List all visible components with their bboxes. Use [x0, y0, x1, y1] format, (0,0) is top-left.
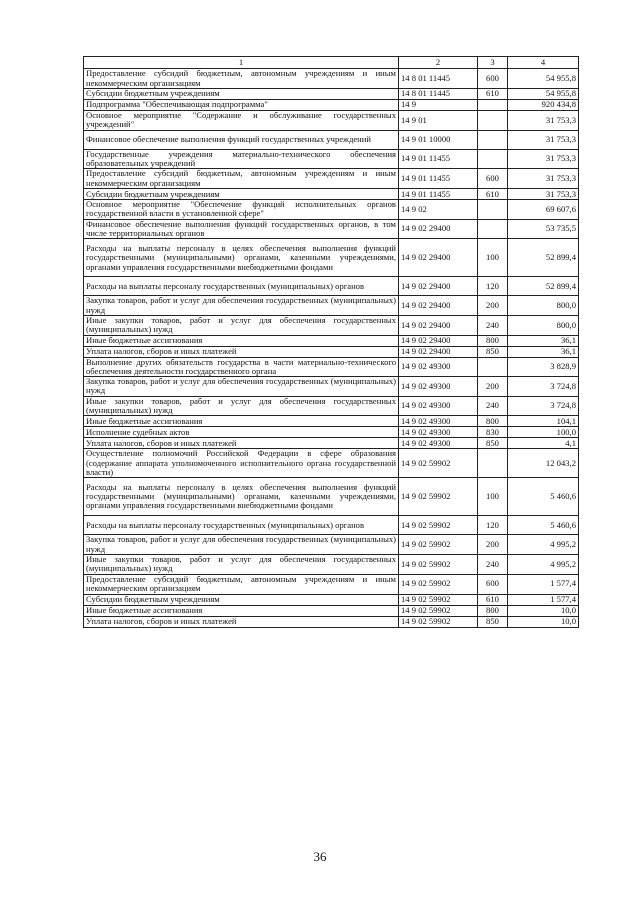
row-name: Расходы на выплаты персоналу государственных (муниципальных) органов [84, 516, 399, 535]
row-type: 120 [478, 277, 508, 296]
page-number: 36 [313, 849, 327, 864]
row-type [478, 357, 508, 377]
row-amount: 36,1 [508, 346, 579, 357]
table-row [84, 315, 579, 335]
row-name: Исполнение судебных актов [84, 427, 399, 438]
row-code: 14 9 02 49300 [399, 416, 478, 427]
row-name: Субсидии бюджетным учреждениям [84, 89, 399, 100]
row-amount: 1 577,4 [508, 594, 579, 605]
row-amount: 3 724,8 [508, 377, 579, 397]
row-type: 100 [478, 478, 508, 516]
row-amount: 4 995,2 [508, 554, 579, 574]
row-amount: 52 899,4 [508, 277, 579, 296]
table-row [84, 111, 579, 131]
row-amount: 10,0 [508, 616, 579, 627]
row-type: 100 [478, 239, 508, 277]
row-code: 14 9 01 11455 [399, 149, 478, 169]
table-row [84, 396, 579, 416]
row-code: 14 9 [399, 100, 478, 111]
row-amount: 31 753,3 [508, 149, 579, 169]
table-row [84, 357, 579, 377]
table-row [84, 149, 579, 169]
table-row [84, 554, 579, 574]
row-amount: 53 735,5 [508, 219, 579, 239]
row-amount: 54 955,8 [508, 69, 579, 89]
row-amount: 31 753,3 [508, 189, 579, 200]
row-code: 14 9 02 [399, 200, 478, 220]
row-name: Иные бюджетные ассигнования [84, 335, 399, 346]
row-type: 800 [478, 335, 508, 346]
row-type: 610 [478, 189, 508, 200]
row-type: 610 [478, 89, 508, 100]
row-amount: 4 995,2 [508, 535, 579, 555]
row-code: 14 9 02 29400 [399, 315, 478, 335]
row-name: Расходы на выплаты персоналу государственных (муниципальных) органов [84, 277, 399, 296]
row-code: 14 9 02 29400 [399, 296, 478, 316]
row-name: Основное мероприятие "Содержание и обслуживание государственных учреждений" [84, 111, 399, 131]
row-amount: 36,1 [508, 335, 579, 346]
column-header-code: 2 [399, 57, 478, 69]
row-code: 14 9 02 59902 [399, 449, 478, 478]
row-amount: 920 434,8 [508, 100, 579, 111]
table-row [84, 200, 579, 220]
row-amount: 69 607,6 [508, 200, 579, 220]
row-code: 14 9 02 29400 [399, 346, 478, 357]
row-name: Уплата налогов, сборов и иных платежей [84, 616, 399, 627]
row-amount: 12 043,2 [508, 449, 579, 478]
row-amount: 1 577,4 [508, 574, 579, 594]
table-row [84, 594, 579, 605]
table-body [84, 69, 579, 628]
table-row [84, 189, 579, 200]
row-name: Субсидии бюджетным учреждениям [84, 189, 399, 200]
row-type: 800 [478, 605, 508, 616]
row-name: Уплата налогов, сборов и иных платежей [84, 438, 399, 449]
row-name: Финансовое обеспечение выполнения функций государственных органов, в том числе территориальных органов [84, 219, 399, 239]
table-row [84, 219, 579, 239]
row-code: 14 9 02 59902 [399, 605, 478, 616]
row-name: Иные закупки товаров, работ и услуг для обеспечения государственных (муниципальных) нужд [84, 315, 399, 335]
row-code: 14 8 01 11445 [399, 69, 478, 89]
row-code: 14 9 01 [399, 111, 478, 131]
row-code: 14 9 02 49300 [399, 377, 478, 397]
row-code: 14 9 02 59902 [399, 478, 478, 516]
table-row [84, 535, 579, 555]
row-amount: 31 753,3 [508, 169, 579, 189]
table-row [84, 616, 579, 627]
row-code: 14 9 02 59902 [399, 535, 478, 555]
row-amount: 3 828,9 [508, 357, 579, 377]
table-row [84, 169, 579, 189]
table-row [84, 427, 579, 438]
table-row [84, 449, 579, 478]
row-name: Государственные учреждения материально-технического обеспечения образовательных учреждений [84, 149, 399, 169]
table-row [84, 574, 579, 594]
row-type [478, 130, 508, 149]
row-amount: 31 753,3 [508, 130, 579, 149]
row-name: Финансовое обеспечение выполнения функций государственных учреждений [84, 130, 399, 149]
row-name: Закупка товаров, работ и услуг для обеспечения государственных (муниципальных) нужд [84, 377, 399, 397]
table-row [84, 416, 579, 427]
row-amount: 104,1 [508, 416, 579, 427]
row-type: 240 [478, 315, 508, 335]
row-type: 240 [478, 396, 508, 416]
row-code: 14 9 02 49300 [399, 357, 478, 377]
row-type: 120 [478, 516, 508, 535]
row-name: Иные бюджетные ассигнования [84, 605, 399, 616]
row-type: 200 [478, 535, 508, 555]
table-row [84, 478, 579, 516]
table-row [84, 100, 579, 111]
row-amount: 800,0 [508, 315, 579, 335]
row-code: 14 9 02 29400 [399, 239, 478, 277]
row-name: Уплата налогов, сборов и иных платежей [84, 346, 399, 357]
row-code: 14 9 02 29400 [399, 335, 478, 346]
row-type: 800 [478, 416, 508, 427]
row-code: 14 9 02 59902 [399, 594, 478, 605]
row-type: 830 [478, 427, 508, 438]
table-row [84, 296, 579, 316]
column-header-name: 1 [84, 57, 399, 69]
row-type: 200 [478, 377, 508, 397]
row-type: 200 [478, 296, 508, 316]
row-code: 14 9 02 59902 [399, 516, 478, 535]
row-amount: 31 753,3 [508, 111, 579, 131]
row-type: 240 [478, 554, 508, 574]
table-row [84, 346, 579, 357]
table-row [84, 516, 579, 535]
row-name: Субсидии бюджетным учреждениям [84, 594, 399, 605]
row-code: 14 9 02 59902 [399, 574, 478, 594]
row-type: 850 [478, 346, 508, 357]
row-type [478, 149, 508, 169]
column-header-type: 3 [478, 57, 508, 69]
row-type [478, 219, 508, 239]
row-amount: 100,0 [508, 427, 579, 438]
row-name: Закупка товаров, работ и услуг для обеспечения государственных (муниципальных) нужд [84, 296, 399, 316]
table-row [84, 377, 579, 397]
row-name: Предоставление субсидий бюджетным, автономным учреждениям и иным некоммерческим организациям [84, 169, 399, 189]
row-type [478, 100, 508, 111]
row-name: Иные закупки товаров, работ и услуг для обеспечения государственных (муниципальных) нужд [84, 554, 399, 574]
row-code: 14 9 01 10000 [399, 130, 478, 149]
table-row [84, 89, 579, 100]
row-code: 14 9 02 29400 [399, 277, 478, 296]
row-type: 600 [478, 169, 508, 189]
table-header [84, 57, 579, 69]
row-type: 610 [478, 594, 508, 605]
row-name: Предоставление субсидий бюджетным, автономным учреждениям и иным некоммерческим организациям [84, 69, 399, 89]
row-code: 14 9 02 49300 [399, 396, 478, 416]
row-amount: 52 899,4 [508, 239, 579, 277]
row-amount: 3 724,8 [508, 396, 579, 416]
row-type: 850 [478, 616, 508, 627]
row-type [478, 449, 508, 478]
table-row [84, 605, 579, 616]
row-code: 14 9 02 59902 [399, 616, 478, 627]
row-name: Основное мероприятие "Обеспечение функций исполнительных органов государственной власти в установленной сфере" [84, 200, 399, 220]
row-name: Расходы на выплаты персоналу в целях обеспечения выполнения функций государственными (муниципальными) органами, казенными учреждениями, органами управления государственными внебюджетными фондами [84, 478, 399, 516]
row-amount: 4,1 [508, 438, 579, 449]
row-code: 14 9 02 59902 [399, 554, 478, 574]
row-code: 14 9 02 29400 [399, 219, 478, 239]
table-row [84, 335, 579, 346]
row-name: Выполнение других обязательств государства в части материально-технического обеспечения деятельности государственного органа [84, 357, 399, 377]
row-name: Предоставление субсидий бюджетным, автономным учреждениям и иным некоммерческим организациям [84, 574, 399, 594]
table-row [84, 239, 579, 277]
table-row [84, 438, 579, 449]
row-amount: 10,0 [508, 605, 579, 616]
row-name: Иные закупки товаров, работ и услуг для обеспечения государственных (муниципальных) нужд [84, 396, 399, 416]
table-row [84, 277, 579, 296]
row-code: 14 9 02 49300 [399, 438, 478, 449]
table-row [84, 69, 579, 89]
row-code: 14 8 01 11445 [399, 89, 478, 100]
row-name: Закупка товаров, работ и услуг для обеспечения государственных (муниципальных) нужд [84, 535, 399, 555]
header-row [84, 57, 579, 69]
row-amount: 5 460,6 [508, 516, 579, 535]
row-name: Иные бюджетные ассигнования [84, 416, 399, 427]
row-type: 850 [478, 438, 508, 449]
row-code: 14 9 02 49300 [399, 427, 478, 438]
table-row [84, 130, 579, 149]
row-type [478, 200, 508, 220]
row-name: Расходы на выплаты персоналу в целях обеспечения выполнения функций государственными (муниципальными) органами, казенными учреждениями, органами управления государственными внебюджетными фондами [84, 239, 399, 277]
row-amount: 800,0 [508, 296, 579, 316]
row-type: 600 [478, 69, 508, 89]
row-name: Осуществление полномочий Российской Федерации в сфере образования (содержание аппарата уполномоченного исполнительного органа государственной власти) [84, 449, 399, 478]
row-amount: 54 955,8 [508, 89, 579, 100]
row-code: 14 9 01 11455 [399, 169, 478, 189]
budget-table [83, 56, 579, 628]
row-name: Подпрограмма "Обеспечивающая подпрограмма" [84, 100, 399, 111]
row-type [478, 111, 508, 131]
column-header-amount: 4 [508, 57, 579, 69]
row-type: 600 [478, 574, 508, 594]
row-amount: 5 460,6 [508, 478, 579, 516]
row-code: 14 9 01 11455 [399, 189, 478, 200]
